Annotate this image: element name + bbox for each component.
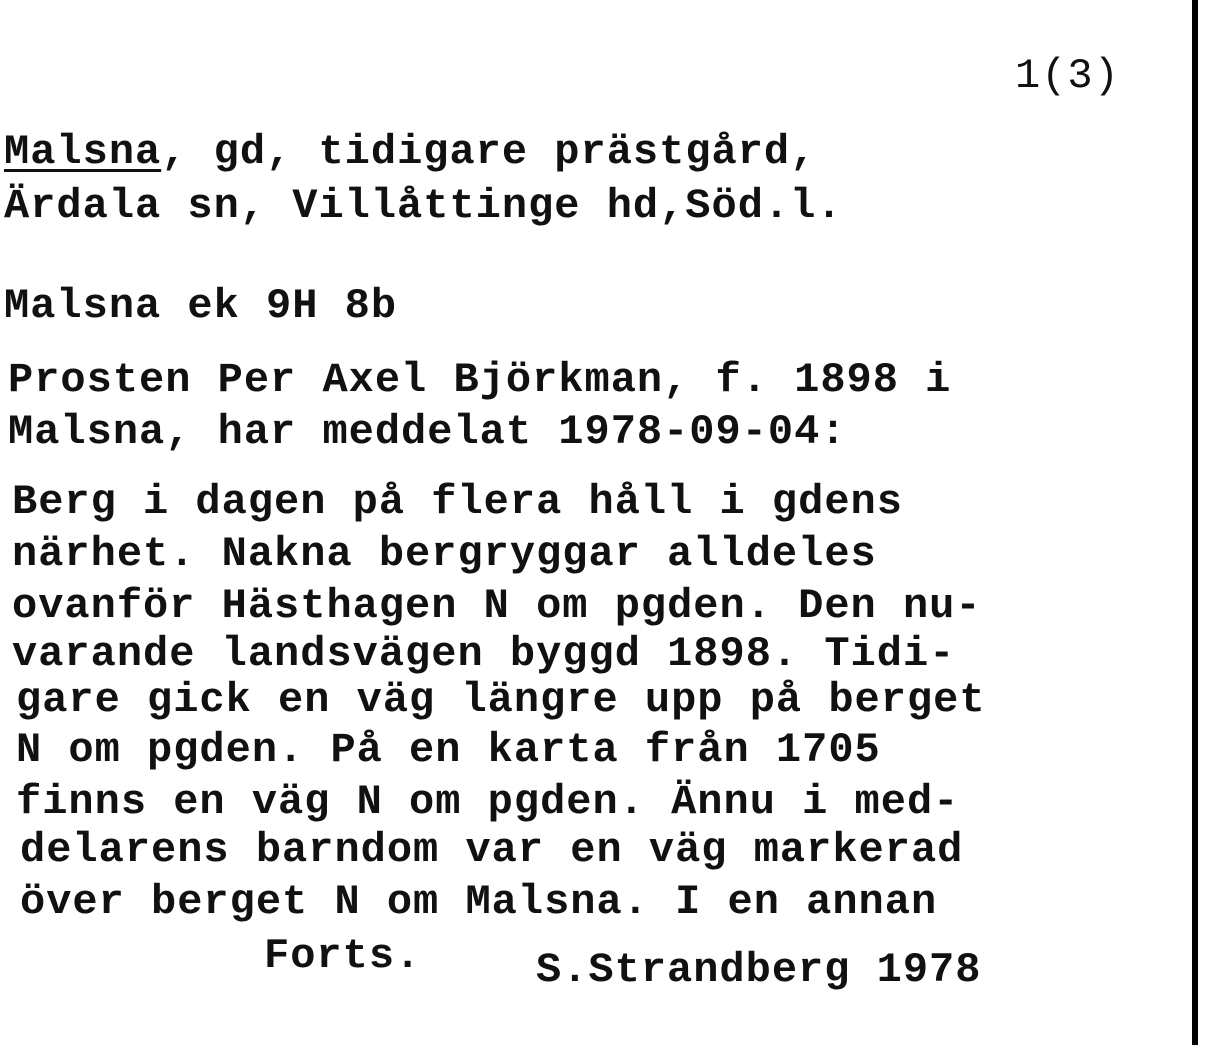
- heading-line-2: Ärdala sn, Villåttinge hd,Söd.l.: [4, 182, 843, 230]
- body-line: gare gick en väg längre upp på berget: [16, 676, 986, 724]
- map-reference: Malsna ek 9H 8b: [4, 282, 398, 330]
- informant-line-1: Prosten Per Axel Björkman, f. 1898 i: [8, 356, 952, 404]
- signature: S.Strandberg 1978: [536, 946, 982, 994]
- heading-line-1-rest: , gd, tidigare prästgård,: [161, 128, 817, 176]
- body-line: ovanför Hästhagen N om pgden. Den nu-: [12, 582, 982, 630]
- continued-marker: Forts.: [264, 932, 422, 980]
- body-line: delarens barndom var en väg markerad: [20, 826, 964, 874]
- heading-line-1: [4, 128, 816, 176]
- card-edge-line: [1192, 0, 1198, 1045]
- body-line: Berg i dagen på flera håll i gdens: [12, 478, 903, 526]
- body-line: över berget N om Malsna. I en annan: [20, 878, 938, 926]
- body-line: finns en väg N om pgden. Ännu i med-: [16, 778, 960, 826]
- body-line: varande landsvägen byggd 1898. Tidi-: [12, 630, 956, 678]
- page-number: 1(3): [1015, 52, 1120, 100]
- informant-line-2: Malsna, har meddelat 1978-09-04:: [8, 408, 847, 456]
- place-name: Malsna: [4, 128, 162, 176]
- body-line: N om pgden. På en karta från 1705: [16, 726, 881, 774]
- body-line: närhet. Nakna bergryggar alldeles: [12, 530, 877, 578]
